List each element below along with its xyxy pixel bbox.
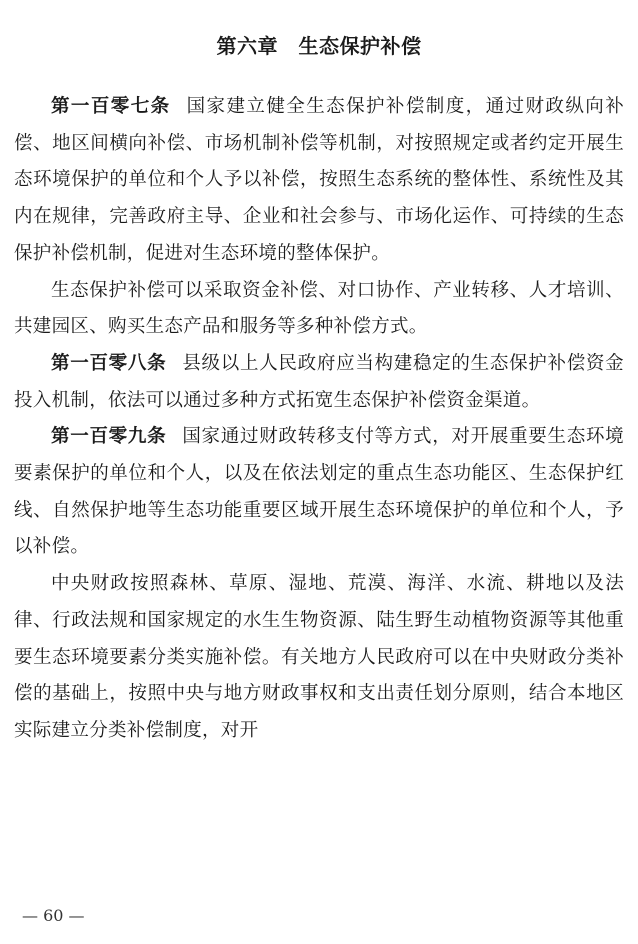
article-number: 第一百零八条 (51, 352, 167, 374)
article-number: 第一百零九条 (51, 426, 167, 448)
page-number: — 60 — (22, 906, 85, 925)
body-text (14, 89, 624, 750)
paragraph-article-108 (14, 346, 624, 419)
paragraph-compensation-methods (14, 273, 624, 346)
paragraph-article-109 (14, 419, 624, 566)
document-page (14, 0, 624, 944)
paragraph-text: 县级以上人民政府应当构建稳定的生态保护补偿资金投入机制，依法可以通过多种方式拓宽生态保护补偿资金渠道。 (14, 352, 624, 411)
paragraph-article-107 (14, 89, 624, 273)
paragraph-central-finance (14, 566, 624, 750)
article-number: 第一百零七条 (51, 96, 171, 117)
paragraph-text: 国家建立健全生态保护补偿制度，通过财政纵向补偿、地区间横向补偿、市场机制补偿等机制，对按照规定或者约定开展生态环境保护的单位和个人予以补偿，按照生态系统的整体性、系统性及其内在规律，完善政府主导、企业和社会参与、市场化运作、可持续的生态保护补偿机制，促进对生态环境的整体保护。 (14, 96, 624, 264)
chapter-title: 第六章 生态保护补偿 (216, 34, 422, 58)
paragraph-text: 中央财政按照森林、草原、湿地、荒漠、海洋、水流、耕地以及法律、行政法规和国家规定的水生生物资源、陆生野生动植物资源等其他重要生态环境要素分类实施补偿。有关地方人民政府可以在中央财政分类补偿的基础上，按照中央与地方财政事权和支出责任划分原则，结合本地区实际建立分类补偿制度，对开 (14, 573, 624, 741)
paragraph-text: 生态保护补偿可以采取资金补偿、对口协作、产业转移、人才培训、共建园区、购买生态产品和服务等多种补偿方式。 (14, 279, 624, 338)
paragraph-text: 国家通过财政转移支付等方式，对开展重要生态环境要素保护的单位和个人，以及在依法划定的重点生态功能区、生态保护红线、自然保护地等生态功能重要区域开展生态环境保护的单位和个人，予以补偿。 (14, 426, 624, 558)
